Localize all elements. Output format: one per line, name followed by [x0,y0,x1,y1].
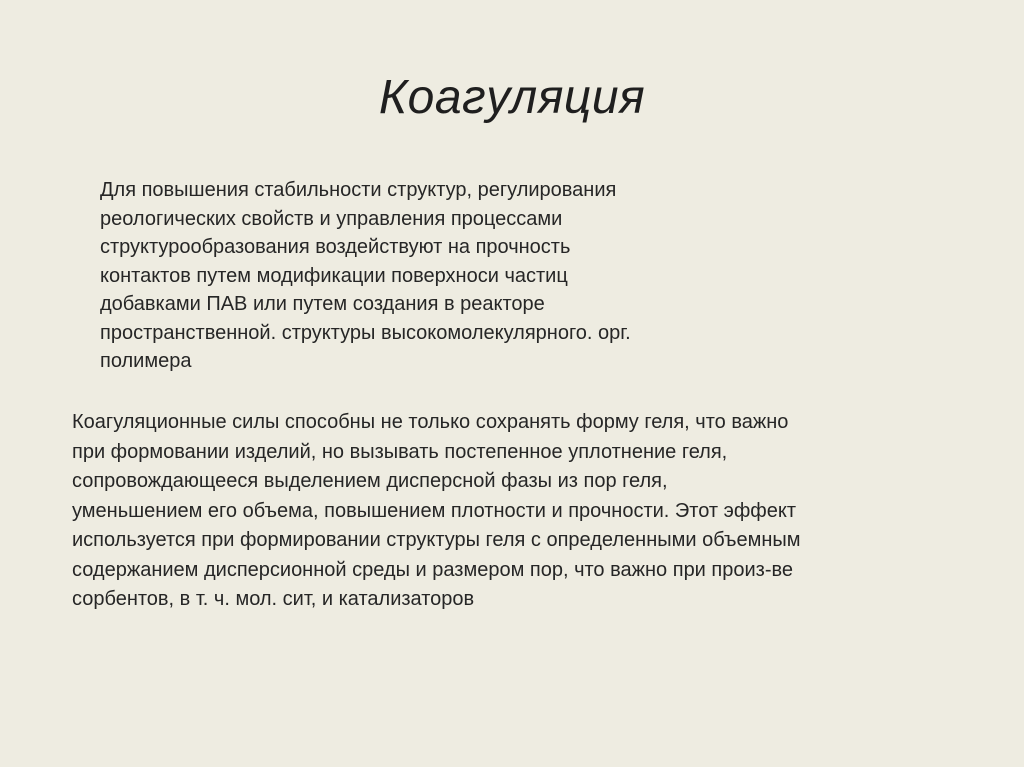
text-line: содержанием дисперсионной среды и размером пор, что важно при произ-ве [72,558,794,581]
text-line: полимера [100,350,192,372]
text-line: Коагуляционные силы способны не только сохранять форму геля, что важно [72,411,789,433]
text-line: контактов путем модификации поверхноси частиц [100,264,568,287]
slide-title: Коагуляция [378,71,646,124]
paragraph-stabilization [100,176,780,376]
text-line: используется при формировании структуры геля с определенными объемным [72,529,801,551]
text-line: добавками ПАВ или путем создания в реакторе [100,293,545,315]
text-line: реологических свойств и управления процессами [100,207,563,230]
text-line: сопровождающееся выделением дисперсной фазы из пор геля, [72,470,668,492]
text-line: сорбентов, в т. ч. мол. сит, и катализаторов [72,588,475,610]
text-line: уменьшением его объема, повышением плотности и прочности. Этот эффект [72,499,796,522]
text-line: пространственной. структуры высокомолекулярного. орг. [100,321,631,344]
text-line: при формовании изделий, но вызывать постепенное уплотнение геля, [72,440,728,463]
text-line: структурообразования воздействуют на прочность [100,236,571,258]
paragraph-coagulation-forces [72,408,952,615]
text-line: Для повышения стабильности структур, регулирования [100,179,617,201]
